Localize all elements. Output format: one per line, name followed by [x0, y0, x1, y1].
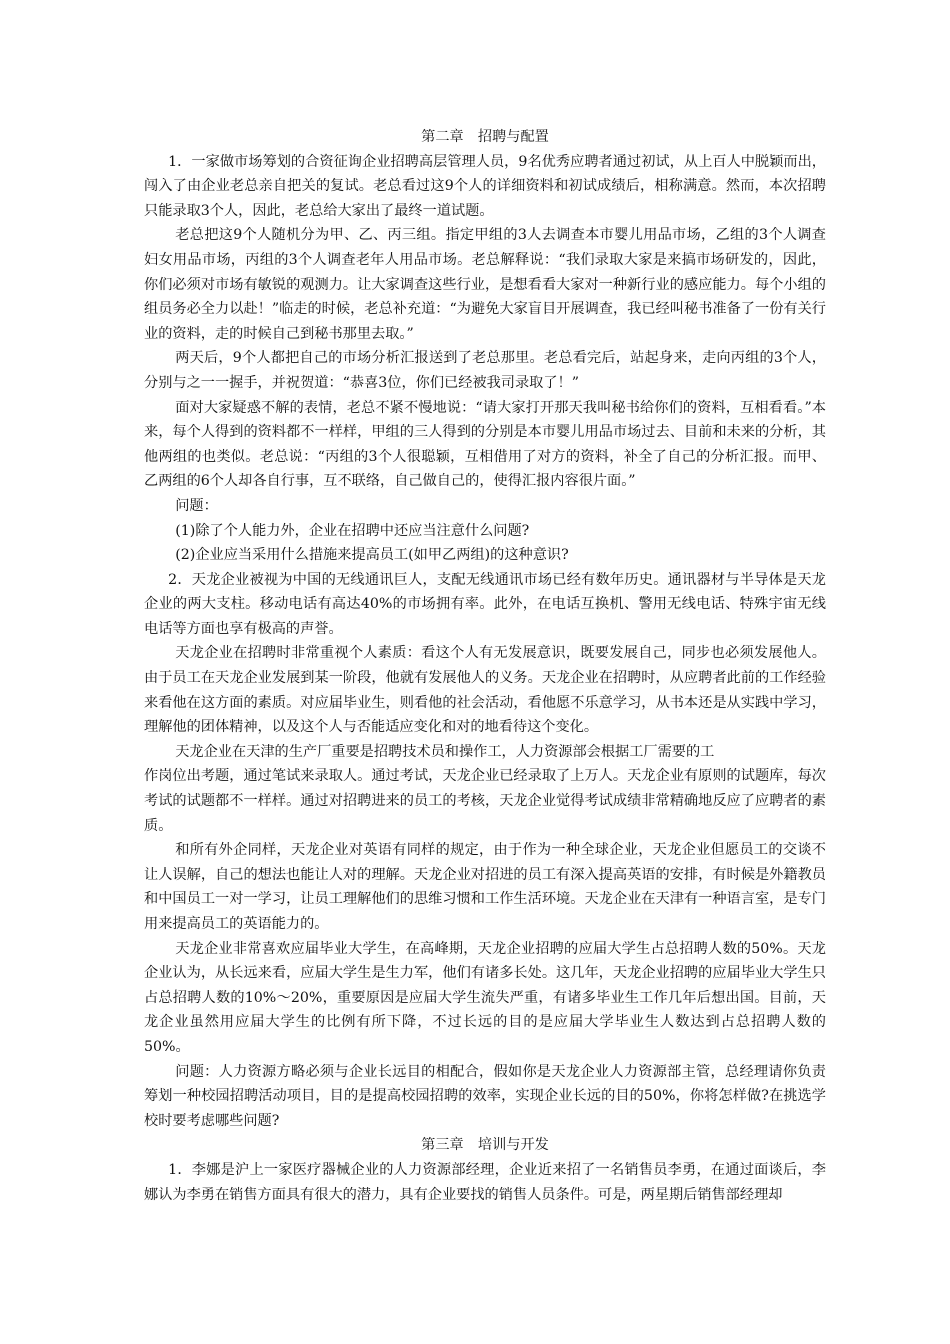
case-2-paragraph-2: 天龙企业在招聘时非常重视个人素质：看这个人有无发展意识，既要发展自己，同步也必须发展他人。由于员工在天龙企业发展到某一阶段，他就有发展他人的义务。天龙企业在招聘时，从应聘者此前的工作经验来看他在这方面的素质。对应届毕业生，则看他的社会活动，看他愿不乐意学习，从书本还是从实践中学习，理解他的团体精神，以及这个人与否能适应变化和对的地看待这个变化。 [144, 645, 826, 736]
case-1-paragraph-4: 面对大家疑惑不解的表情，老总不紧不慢地说：“请大家打开那天我叫秘书给你们的资料，互相看看。”本来，每个人得到的资料都不一样样，甲组的三人得到的分别是本市婴儿用品市场过去、目前和未来的分析，其他两组的也类似。老总说：“丙组的3个人很聪颖，互相借用了对方的资料，补全了自己的分析汇报。而甲、乙两组的6个人却各自行事，互不联络，自己做自己的，使得汇报内容很片面。” [144, 399, 826, 490]
case-2-question: 问题：人力资源方略必须与企业长远目的相配合，假如你是天龙企业人力资源部主管，总经理请你负责筹划一种校园招聘活动项目，目的是提高校园招聘的效率，实现企业长远的目的50%，你将怎样做?在挑选学校时要考虑哪些问题? [144, 1063, 826, 1129]
chapter-3-title: 第三章 培训与开发 [421, 1137, 549, 1154]
case-2-paragraph-4: 和所有外企同样，天龙企业对英语有同样的规定，由于作为一种全球企业，天龙企业但愿员工的交谈不让人误解，自己的想法也能让人对的理解。天龙企业对招进的员工有深入提高英语的安排，有时候是外籍教员和中国员工一对一学习，让员工理解他们的思维习惯和工作生活环境。天龙企业在天津有一种语言室，是专门用来提高员工的英语能力的。 [144, 842, 826, 932]
case-1-question-label: 问题： [175, 497, 218, 514]
case-1-paragraph-3: 两天后，9个人都把自己的市场分析汇报送到了老总那里。老总看完后，站起身来，走向丙组的3个人，分别与之一一握手，并祝贺道：“恭喜3位，你们已经被我司录取了！” [144, 350, 826, 391]
case-1-question-1: (1)除了个人能力外，企业在招聘中还应当注意什么问题? [175, 522, 530, 539]
case-2-paragraph-3b: 作岗位出考题，通过笔试来录取人。通过考试，天龙企业已经录取了上万人。天龙企业有原则的试题库，每次考试的试题都不一样样。通过对招聘进来的员工的考核，天龙企业觉得考试成绩非常精确地反应了应聘者的素质。 [144, 768, 826, 834]
case-2-paragraph-3a: 天龙企业在天津的生产厂重要是招聘技术员和操作工，人力资源部会根据工厂需要的工 [175, 743, 715, 760]
case-2-paragraph-1: 2．天龙企业被视为中国的无线通讯巨人，支配无线通讯市场已经有数年历史。通讯器材与半导体是天龙企业的两大支柱。移动电话有高达40%的市场拥有率。此外，在电话互换机、警用无线电话、特殊宇宙无线电话等方面也享有极高的声誉。 [144, 571, 826, 637]
chapter-2-title: 第二章 招聘与配置 [421, 129, 549, 145]
document-page [144, 125, 826, 1207]
case-2-paragraph-5: 天龙企业非常喜欢应届毕业大学生，在高峰期，天龙企业招聘的应届大学生占总招聘人数的50%。天龙企业认为，从长远来看，应届大学生是生力军，他们有诸多长处。这几年，天龙企业招聘的应届毕业大学生只占总招聘人数的10%～20%，重要原因是应届大学生流失严重，有诸多毕业生工作几年后想出国。目前，天龙企业虽然用应届大学生的比例有所下降，不过长远的目的是应届大学毕业生人数达到占总招聘人数的50%。 [144, 940, 826, 1055]
case-1-question-2: (2)企业应当采用什么措施来提高员工(如甲乙两组)的这种意识? [175, 547, 569, 564]
case-1-paragraph-2: 老总把这9个人随机分为甲、乙、丙三组。指定甲组的3人去调查本市婴儿用品市场，乙组的3个人调查妇女用品市场，丙组的3个人调查老年人用品市场。老总解释说：“我们录取大家是来搞市场研发的，因此，你们必须对市场有敏锐的观测力。让大家调查这些行业，是想看看大家对一种新行业的感应能力。每个小组的组员务必全力以赴！”临走的时候，老总补充道：“为避免大家盲目开展调查，我已经叫秘书准备了一份有关行业的资料，走的时候自己到秘书那里去取。” [144, 227, 826, 342]
case-1-paragraph-1: 1．一家做市场筹划的合资征询企业招聘高层管理人员，9名优秀应聘者通过初试，从上百人中脱颖而出，闯入了由企业老总亲自把关的复试。老总看过这9个人的详细资料和初试成绩后，相称满意。然而，本次招聘只能录取3个人，因此，老总给大家出了最终一道试题。 [144, 153, 826, 219]
chapter-3-case-1-paragraph-1: 1．李娜是沪上一家医疗器械企业的人力资源部经理，企业近来招了一名销售员李勇，在通过面谈后，李娜认为李勇在销售方面具有很大的潜力，具有企业要找的销售人员条件。可是，两星期后销售部经理却 [144, 1161, 826, 1203]
